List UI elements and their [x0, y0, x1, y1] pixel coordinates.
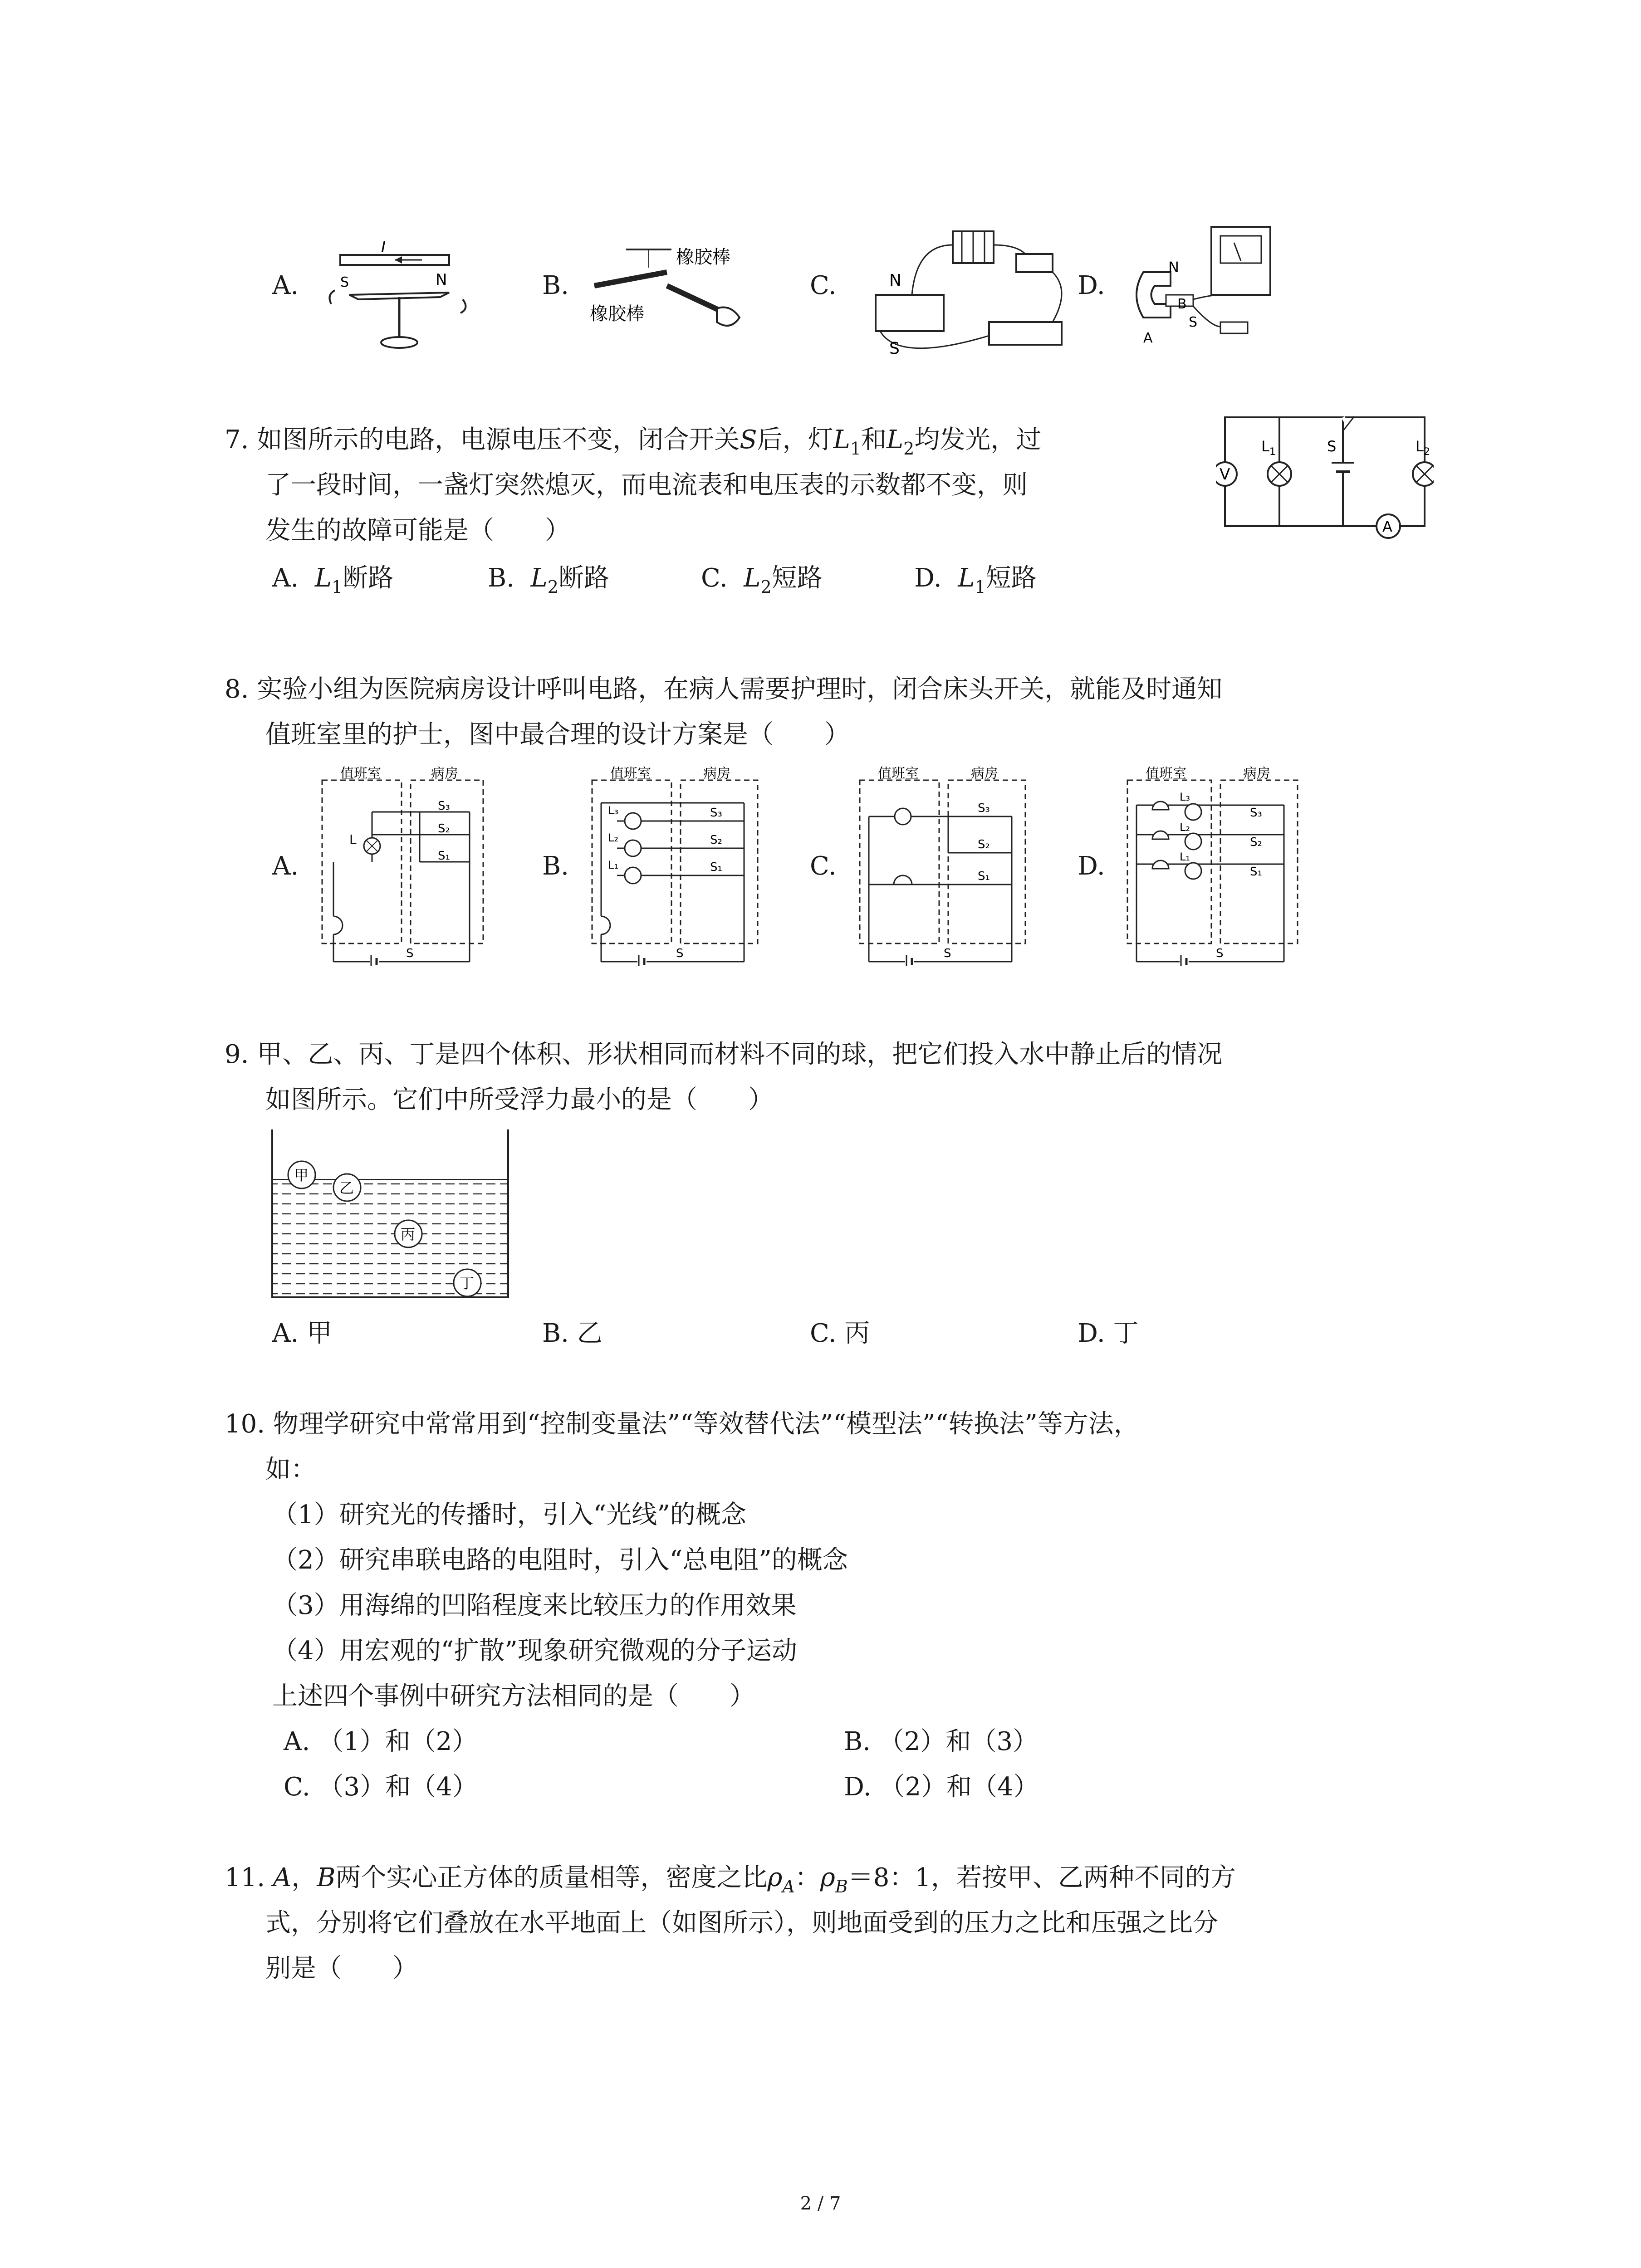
- svg-text:值班室: 值班室: [1146, 767, 1186, 782]
- q8-circuit-d: [1125, 767, 1307, 966]
- svg-text:病房: 病房: [1243, 767, 1270, 782]
- ball-bing: [395, 1220, 422, 1247]
- ball-yi: [333, 1174, 361, 1201]
- q9-option-d[interactable]: D. 丁: [1078, 1319, 1139, 1348]
- svg-text:L: L: [349, 832, 357, 847]
- svg-text:甲: 甲: [294, 1167, 309, 1184]
- svg-text:L₁: L₁: [1180, 850, 1190, 863]
- svg-text:S: S: [1216, 947, 1224, 960]
- q10-item4: （4）用宏观的“扩散”现象研究微观的分子运动: [272, 1636, 797, 1666]
- ball-jia: [288, 1161, 315, 1188]
- q9-line1: 9. 甲、乙、丙、丁是四个体积、形状相同而材料不同的球，把它们投入水中静止后的情况: [225, 1040, 1223, 1069]
- svg-text:病房: 病房: [431, 767, 458, 782]
- svg-text:N: N: [889, 271, 901, 290]
- q11-line2: 式，分别将它们叠放在水平地面上（如图所示），则地面受到的压力之比和压强之比分: [265, 1908, 1218, 1938]
- q7-option-d[interactable]: D. $L_1$短路: [914, 563, 1037, 597]
- svg-text:V: V: [1220, 465, 1230, 484]
- q6-option-b-label: B.: [542, 271, 569, 300]
- svg-text:L₁: L₁: [608, 859, 618, 871]
- svg-text:L₂: L₂: [608, 831, 618, 844]
- q6-option-a-label: A.: [272, 271, 299, 300]
- svg-text:病房: 病房: [703, 767, 730, 782]
- q7-circuit-diagram: [1216, 408, 1434, 544]
- svg-text:L2: $L_2$: [1416, 438, 1430, 458]
- q7-option-a[interactable]: A. $L_1$断路: [272, 563, 394, 597]
- q6-a-current-label: I: [381, 238, 386, 256]
- q6-fig-d-galvanometer: [1121, 218, 1311, 354]
- svg-text:S₂: S₂: [710, 833, 722, 847]
- q8-line2: 值班室里的护士，图中最合理的设计方案是（ ）: [265, 720, 850, 749]
- q6-fig-c-motor: [853, 218, 1089, 363]
- svg-text:S: S: [944, 947, 951, 960]
- svg-text:S: S: [340, 274, 349, 290]
- q10-option-d[interactable]: D. （2）和（4）: [844, 1772, 1039, 1802]
- q9-option-b[interactable]: B. 乙: [542, 1319, 603, 1348]
- svg-text:乙: 乙: [339, 1179, 354, 1197]
- ball-ding: [454, 1269, 481, 1296]
- q10-item3: （3）用海绵的凹陷程度来比较压力的作用效果: [272, 1591, 797, 1620]
- svg-text:橡胶棒: 橡胶棒: [676, 247, 730, 268]
- svg-text:S₂: S₂: [978, 838, 990, 851]
- q8-option-b-label[interactable]: B.: [542, 851, 569, 881]
- svg-text:L₃: L₃: [608, 804, 618, 817]
- q10-line1: 10. 物理学研究中常常用到“控制变量法”“等效替代法”“模型法”“转换法”等方法，: [225, 1409, 1139, 1439]
- svg-text:S₂: S₂: [438, 822, 450, 836]
- svg-text:S₁: S₁: [1250, 865, 1262, 879]
- q8-circuit-a: [320, 767, 492, 966]
- q9-option-a[interactable]: A. 甲: [272, 1319, 333, 1348]
- q9-water-tank: [268, 1129, 522, 1306]
- q10-question: 上述四个事例中研究方法相同的是（ ）: [272, 1681, 755, 1711]
- svg-text:L₃: L₃: [1180, 791, 1190, 803]
- svg-text:B: B: [1177, 296, 1187, 312]
- svg-text:丁: 丁: [460, 1275, 475, 1292]
- svg-text:N: N: [436, 271, 447, 289]
- svg-text:A: A: [1382, 518, 1392, 535]
- q8-option-c-label[interactable]: C.: [810, 851, 837, 881]
- svg-text:值班室: 值班室: [610, 767, 651, 782]
- svg-text:值班室: 值班室: [878, 767, 919, 782]
- q8-option-d-label[interactable]: D.: [1078, 851, 1105, 881]
- q11-line1: 11. A，B两个实心正方体的质量相等，密度之比$\rho_A$：$\rho_B=8$：1，若按甲、乙两种不同的方: [225, 1863, 1236, 1897]
- svg-text:丙: 丙: [401, 1226, 416, 1243]
- svg-text:S: S: [1327, 438, 1337, 455]
- svg-text:S₃: S₃: [438, 799, 450, 813]
- q8-circuit-b: [590, 767, 767, 966]
- svg-text:橡胶棒: 橡胶棒: [590, 303, 644, 324]
- q6-fig-a-compass: [313, 236, 481, 354]
- svg-text:S: S: [406, 947, 414, 960]
- q10-option-b[interactable]: B. （2）和（3）: [844, 1727, 1038, 1756]
- svg-text:值班室: 值班室: [340, 767, 381, 782]
- q10-option-c[interactable]: C. （3）和（4）: [284, 1772, 478, 1802]
- q8-circuit-c: [857, 767, 1034, 966]
- q10-option-a[interactable]: A. （1）和（2）: [284, 1727, 478, 1756]
- svg-text:S₃: S₃: [1250, 806, 1262, 820]
- q10-line2: 如：: [265, 1455, 316, 1484]
- q8-line1: 8. 实验小组为医院病房设计呼叫电路，在病人需要护理时，闭合床头开关，就能及时通知: [225, 675, 1223, 704]
- q6-fig-b-rubber-rods: [581, 236, 753, 340]
- svg-text:S₁: S₁: [978, 870, 990, 883]
- svg-text:S: S: [1189, 314, 1198, 330]
- svg-text:S₁: S₁: [710, 860, 722, 874]
- q7-line1: 7. 如图所示的电路，电源电压不变，闭合开关S后，灯$L_1$和$L_2$均发光，过: [225, 425, 1042, 459]
- svg-text:N: N: [1168, 259, 1179, 276]
- svg-text:S₃: S₃: [710, 806, 722, 820]
- q10-item2: （2）研究串联电路的电阻时，引入“总电阻”的概念: [272, 1545, 848, 1575]
- q11-line3: 别是（ ）: [265, 1954, 418, 1983]
- svg-text:S₃: S₃: [978, 802, 990, 815]
- svg-text:S: S: [889, 339, 900, 358]
- q8-option-a-label[interactable]: A.: [272, 851, 299, 881]
- svg-text:A: A: [1143, 330, 1153, 346]
- q6-option-c-label: C.: [810, 271, 837, 300]
- q10-item1: （1）研究光的传播时，引入“光线”的概念: [272, 1500, 746, 1530]
- svg-text:L₂: L₂: [1180, 821, 1190, 834]
- svg-text:L1: $L_1$: [1261, 438, 1276, 458]
- q7-line2: 了一段时间，一盏灯突然熄灭，而电流表和电压表的示数都不变，则: [265, 470, 1028, 500]
- q7-option-b[interactable]: B. $L_2$断路: [488, 563, 609, 597]
- svg-text:S₁: S₁: [438, 849, 450, 863]
- q7-line3: 发生的故障可能是（ ）: [265, 516, 570, 545]
- page-number: 2 / 7: [800, 2193, 841, 2214]
- q7-option-c[interactable]: C. $L_2$短路: [701, 563, 823, 597]
- q6-option-d-label: D.: [1078, 271, 1105, 300]
- q9-line2: 如图所示。它们中所受浮力最小的是（ ）: [265, 1085, 774, 1114]
- svg-text:S₂: S₂: [1250, 836, 1262, 849]
- svg-text:S: S: [676, 947, 684, 960]
- q9-option-c[interactable]: C. 丙: [810, 1319, 870, 1348]
- svg-text:病房: 病房: [971, 767, 998, 782]
